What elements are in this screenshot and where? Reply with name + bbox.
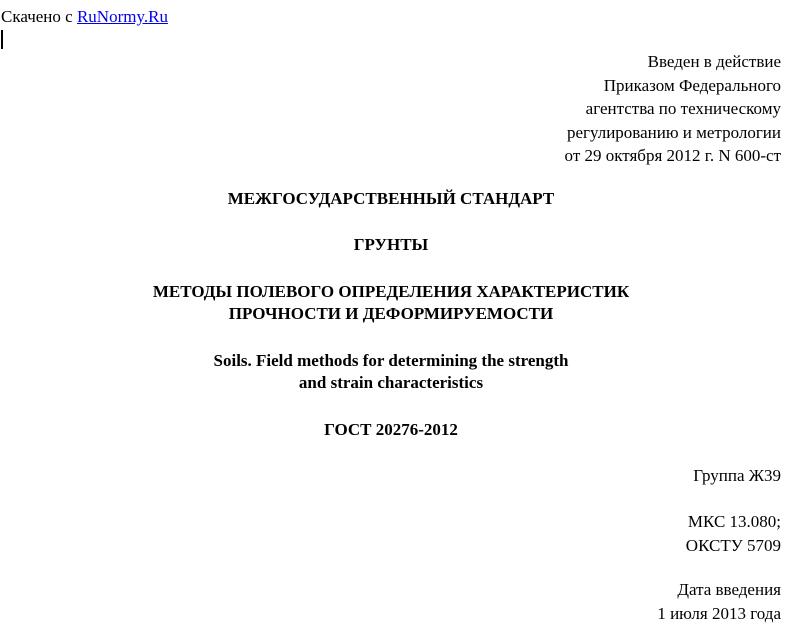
classification-line: МКС 13.080; [687, 512, 781, 531]
title-ru-line: ПРОЧНОСТИ И ДЕФОРМИРУЕМОСТИ [228, 304, 554, 323]
title-english [0, 350, 782, 394]
title-en-line: Soils. Field methods for determining the strength [213, 351, 569, 370]
group-code: Группа Ж39 [693, 466, 781, 485]
effective-date-line: 1 июля 2013 года [657, 603, 781, 623]
standard-type: МЕЖГОСУДАРСТВЕННЫЙ СТАНДАРТ [227, 189, 555, 208]
gost-code: ГОСТ 20276-2012 [324, 420, 458, 439]
group-block [693, 464, 781, 488]
enactment-note [565, 50, 781, 168]
title-russian [0, 281, 782, 325]
subject-heading [0, 234, 782, 256]
title-ru-line: МЕТОДЫ ПОЛЕВОГО ОПРЕДЕЛЕНИЯ ХАРАКТЕРИСТИК [152, 282, 630, 301]
subject: ГРУНТЫ [353, 235, 429, 254]
enactment-line: Приказом Федерального [603, 75, 781, 95]
gost-code-heading [0, 419, 782, 441]
title-en-line: and strain characteristics [298, 373, 484, 392]
download-prefix: Скачено с [1, 7, 73, 26]
classification-line: ОКСТУ 5709 [685, 535, 781, 555]
runormy-link[interactable]: RuNormy.Ru [76, 7, 168, 26]
enactment-line: Введен в действие [647, 52, 781, 71]
enactment-line: агентства по техническому [585, 99, 781, 118]
effective-date-line: Дата введения [677, 580, 781, 599]
effective-date-block [657, 578, 781, 625]
enactment-line: от 29 октября 2012 г. N 600-ст [564, 146, 781, 165]
download-source-line [1, 7, 168, 27]
classification-block [686, 510, 781, 557]
text-cursor [1, 30, 3, 49]
enactment-line: регулированию и метрологии [566, 122, 781, 142]
standard-type-heading [0, 188, 782, 210]
